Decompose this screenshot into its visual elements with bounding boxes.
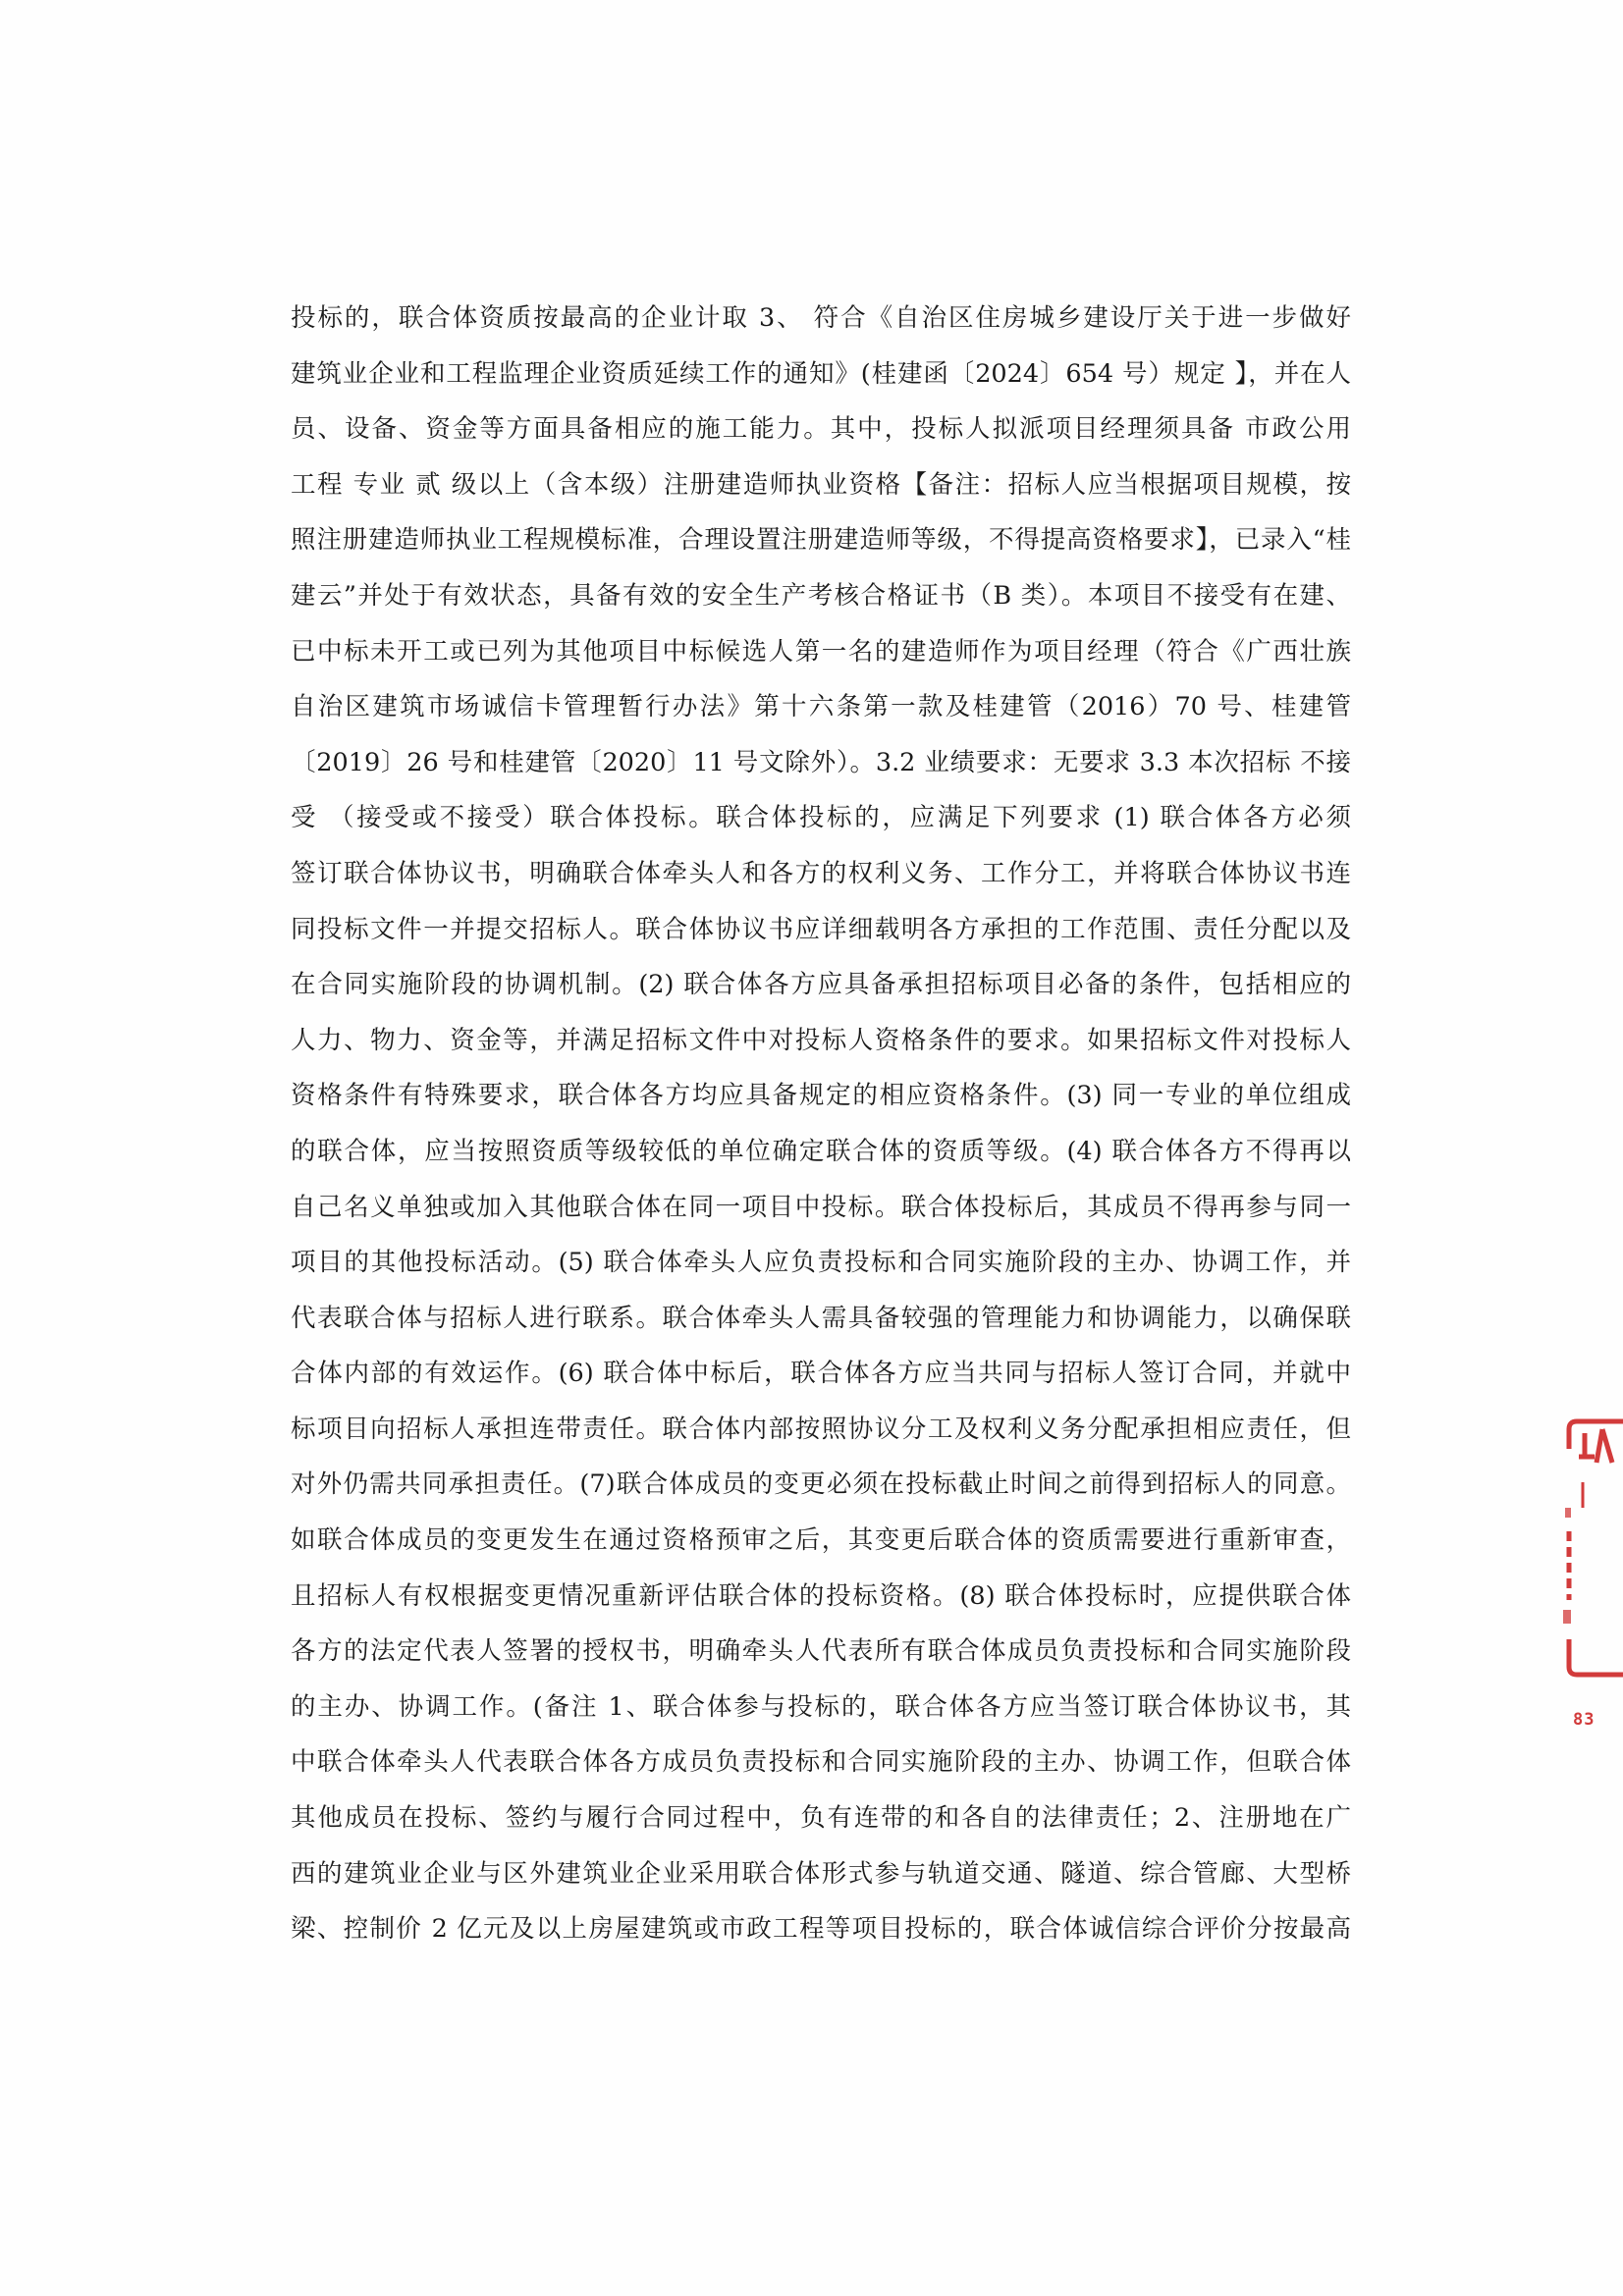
text-line: 员、设备、资金等方面具备相应的施工能力。其中，投标人拟派项目经理须具备 市政公用 (291, 414, 1351, 445)
text-line: 投标的，联合体资质按最高的企业计取 3、 符合《自治区住房城乡建设厅关于进一步做好 (291, 303, 1351, 333)
text-line: 西的建筑业企业与区外建筑业企业采用联合体形式参与轨道交通、隧道、综合管廊、大型桥 (291, 1858, 1351, 1889)
text-line: 各方的法定代表人签署的授权书，明确牵头人代表所有联合体成员负责投标和合同实施阶段 (291, 1636, 1351, 1667)
text-line: 标项目向招标人承担连带责任。联合体内部按照协议分工及权利义务分配承担相应责任，但 (291, 1414, 1351, 1444)
text-line: 自治区建筑市场诚信卡管理暂行办法》第十六条第一款及桂建管（2016）70 号、桂建管 (291, 692, 1351, 722)
text-line: 如联合体成员的变更发生在通过资格预审之后，其变更后联合体的资质需要进行重新审查， (291, 1525, 1351, 1556)
text-line: 合体内部的有效运作。(6) 联合体中标后，联合体各方应当共同与招标人签订合同，并就中 (291, 1359, 1351, 1389)
text-line: 代表联合体与招标人进行联系。联合体牵头人需具备较强的管理能力和协调能力，以确保联 (291, 1303, 1351, 1333)
text-line: 建云”并处于有效状态，具备有效的安全生产考核合格证书（B 类）。本项目不接受有在建、 (291, 580, 1351, 611)
text-line: 其他成员在投标、签约与履行合同过程中，负有连带的和各自的法律责任；2、注册地在广 (291, 1803, 1351, 1834)
text-line: 签订联合体协议书，明确联合体牵头人和各方的权利义务、工作分工，并将联合体协议书连 (291, 858, 1351, 888)
red-seal-fragment (1563, 1414, 1623, 1679)
text-line: 人力、物力、资金等，并满足招标文件中对投标人资格条件的要求。如果招标文件对投标人 (291, 1025, 1351, 1055)
text-line: 对外仍需共同承担责任。(7)联合体成员的变更必须在投标截止时间之前得到招标人的同意。 (291, 1469, 1351, 1500)
text-line: 的联合体，应当按照资质等级较低的单位确定联合体的资质等级。(4) 联合体各方不得再以 (291, 1136, 1351, 1166)
seal-number-fragment: 83 (1573, 1710, 1596, 1730)
text-line: 的主办、协调工作。(备注 1、联合体参与投标的，联合体各方应当签订联合体协议书，其 (291, 1691, 1351, 1722)
text-line: 项目的其他投标活动。(5) 联合体牵头人应负责投标和合同实施阶段的主办、协调工作，并 (291, 1248, 1351, 1278)
text-line: 建筑业企业和工程监理企业资质延续工作的通知》(桂建函〔2024〕654 号）规定 】，并在人 (291, 358, 1351, 389)
text-line: 自己名义单独或加入其他联合体在同一项目中投标。联合体投标后，其成员不得再参与同一 (291, 1192, 1351, 1222)
text-line: 且招标人有权根据变更情况重新评估联合体的投标资格。(8) 联合体投标时，应提供联合体 (291, 1580, 1351, 1611)
text-line: 中联合体牵头人代表联合体各方成员负责投标和合同实施阶段的主办、协调工作，但联合体 (291, 1747, 1351, 1778)
body-text (291, 291, 1351, 1957)
text-line: 已中标未开工或已列为其他项目中标候选人第一名的建造师作为项目经理（符合《广西壮族 (291, 636, 1351, 667)
text-line: 受 （接受或不接受）联合体投标。联合体投标的，应满足下列要求 (1) 联合体各方必须 (291, 803, 1351, 833)
text-line: 〔2019〕26 号和桂建管〔2020〕11 号文除外）。3.2 业绩要求：无要求 3.3 本次招标 不接 (291, 747, 1351, 777)
text-line: 在合同实施阶段的协调机制。(2) 联合体各方应具备承担招标项目必备的条件，包括相应的 (291, 970, 1351, 1000)
text-line: 梁、控制价 2 亿元及以上房屋建筑或市政工程等项目投标的，联合体诚信综合评价分按最高 (291, 1914, 1351, 1945)
text-line: 同投标文件一并提交招标人。联合体协议书应详细载明各方承担的工作范围、责任分配以及 (291, 914, 1351, 944)
text-line: 照注册建造师执业工程规模标准，合理设置注册建造师等级，不得提高资格要求】，已录入“桂 (291, 525, 1351, 556)
text-line: 资格条件有特殊要求，联合体各方均应具备规定的相应资格条件。(3) 同一专业的单位组成 (291, 1081, 1351, 1111)
text-line: 工程 专业 贰 级以上（含本级）注册建造师执业资格【备注：招标人应当根据项目规模，按 (291, 469, 1351, 500)
